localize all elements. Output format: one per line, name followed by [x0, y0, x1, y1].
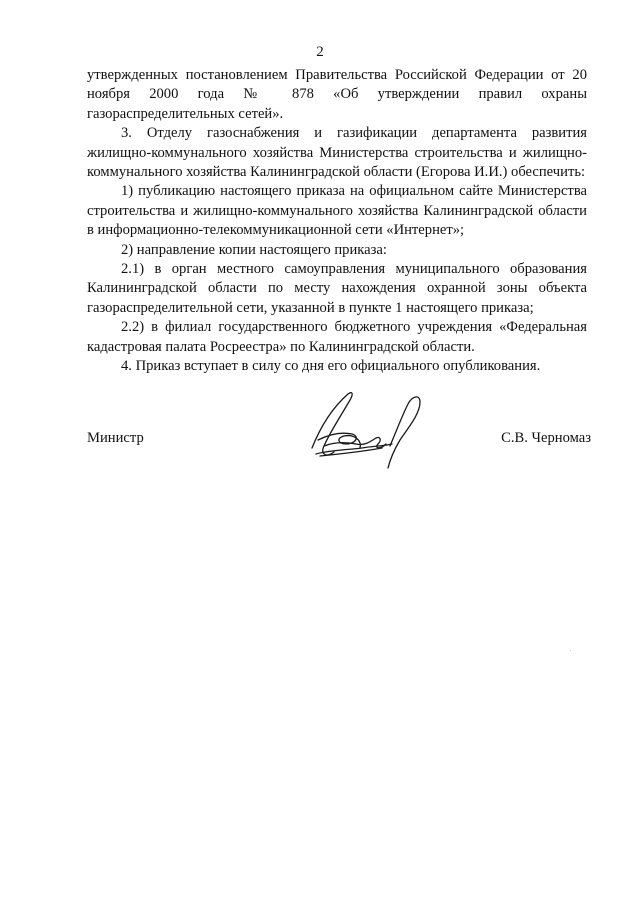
paragraph-item-4: 4. Приказ вступает в силу со дня его официального опубликования.: [121, 358, 541, 375]
paragraph-item-2-2: 2.2) в филиал государственного бюджетного учреждения «Федеральная кадастровая палата Росреестра» по Калининградской области.: [87, 319, 587, 355]
document-body: [87, 66, 587, 377]
paragraph-item-3-1: 1) публикацию настоящего приказа на официальном сайте Министерства строительства и жилищно-коммунального хозяйства Калининградской области в информационно-телекоммуникационной сети «Интернет»;: [87, 183, 587, 239]
signatory-title: Министр: [87, 430, 144, 446]
signatory-name: С.В. Черномаз: [501, 430, 591, 446]
scan-speck: [570, 650, 571, 651]
paragraph-item-3-2: 2) направление копии настоящего приказа:: [121, 241, 387, 258]
page-number: 2: [316, 44, 324, 60]
handwritten-signature-icon: [290, 388, 440, 472]
paragraph-continuation: утвержденных постановлением Правительства Российской Федерации от 20 ноября 2000 года № 878 «Об утверждении правил охраны газораспределительных сетей».: [87, 67, 587, 122]
paragraph-item-3: 3. Отделу газоснабжения и газификации департамента развития жилищно-коммунального хозяйства Министерства строительства и жилищно-коммунального хозяйства Калининградской области (Егорова И.И.) обеспечить:: [87, 125, 587, 181]
paragraph-item-2-1: 2.1) в орган местного самоуправления муниципального образования Калининградской области по месту нахождения охранной зоны объекта газораспределительной сети, указанной в пункте 1 настоящего приказа;: [87, 261, 587, 316]
